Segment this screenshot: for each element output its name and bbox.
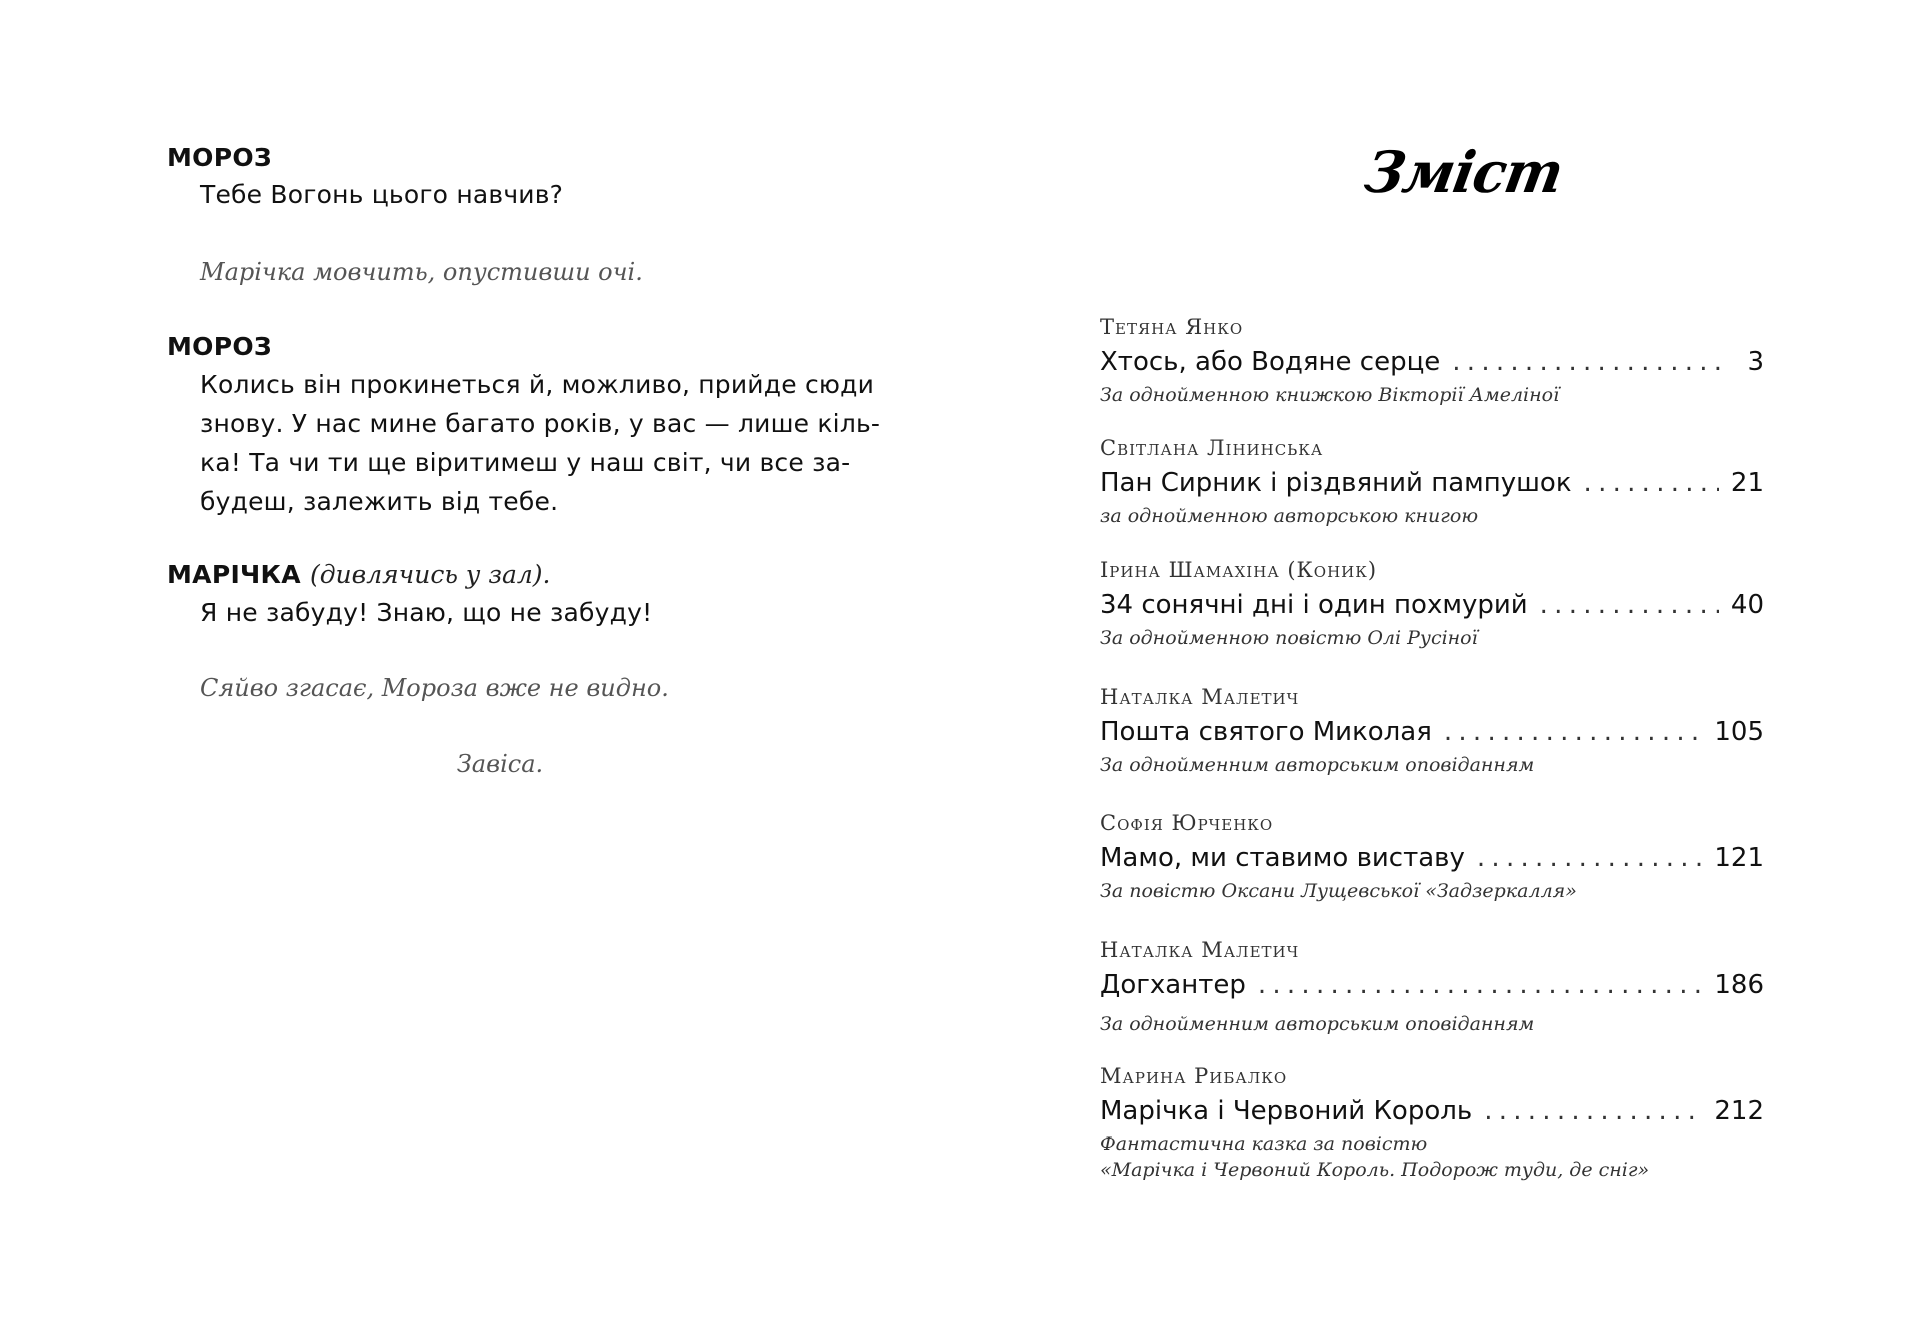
toc-title-row[interactable] [1100, 712, 1764, 752]
toc-note: «Марічка і Червоний Король. Подорож туди, де сніг» [1100, 1159, 1650, 1181]
toc-author: Марина Рибалко [1100, 1064, 1288, 1088]
toc-note: Фантастична казка за повістю [1100, 1133, 1428, 1155]
toc-page-number: 40 [1730, 590, 1764, 620]
toc-entry[interactable] [1100, 935, 1764, 1037]
toc-page-number: 121 [1714, 843, 1764, 873]
dialogue-line: будеш, залежить від тебе. [200, 487, 559, 516]
toc-title: Пан Сирник і різдвяний пампушок [1100, 468, 1572, 498]
toc-note: За однойменним авторським оповіданням [1100, 1013, 1535, 1035]
speaker-name: МОРОЗ [167, 143, 272, 172]
toc-title: Хтось, або Водяне серце [1100, 347, 1441, 377]
speaker-direction: (дивлячись у зал). [309, 560, 551, 589]
toc-note: за однойменною авторською книгою [1100, 505, 1479, 527]
dot-leader [1444, 712, 1702, 752]
toc-entry[interactable] [1100, 555, 1764, 651]
toc-page-number: 3 [1747, 347, 1764, 377]
toc-title-row[interactable] [1100, 1091, 1764, 1131]
dot-leader [1452, 342, 1724, 382]
dialogue-line: Тебе Вогонь цього навчив? [200, 180, 564, 209]
toc-note: За повістю Оксани Лущевської «Задзеркалля» [1100, 880, 1577, 902]
toc-author: Софія Юрченко [1100, 811, 1274, 835]
toc-title: Мамо, ми ставимо виставу [1100, 843, 1465, 873]
dot-leader [1484, 1091, 1702, 1131]
toc-page-number: 186 [1714, 970, 1764, 1000]
curtain-direction: Завіса. [456, 750, 544, 778]
toc-title-row[interactable] [1100, 463, 1764, 503]
speaker-line [167, 560, 551, 589]
toc-author: Тетяна Янко [1100, 315, 1244, 339]
toc-title: Пошта святого Миколая [1100, 717, 1432, 747]
toc-title-row[interactable] [1100, 965, 1764, 1005]
toc-entry[interactable] [1100, 1061, 1764, 1183]
toc-entry[interactable] [1100, 682, 1764, 778]
toc-entry[interactable] [1100, 433, 1764, 529]
toc-author: Наталка Малетич [1100, 685, 1300, 709]
toc-entry[interactable] [1100, 808, 1764, 904]
toc-title-row[interactable] [1100, 838, 1764, 878]
dialogue-line: Я не забуду! Знаю, що не забуду! [200, 598, 653, 627]
toc-author: Наталка Малетич [1100, 938, 1300, 962]
toc-title-row[interactable] [1100, 585, 1764, 625]
dot-leader [1584, 463, 1719, 503]
dialogue-line: знову. У нас мине багато років, у вас — лише кіль- [200, 409, 881, 438]
toc-author: Ірина Шамахіна (Коник) [1100, 558, 1378, 582]
toc-note: За однойменною книжкою Вікторії Амеліної [1100, 384, 1560, 406]
toc-title: Догхантер [1100, 970, 1246, 1000]
dot-leader [1540, 585, 1719, 625]
toc-title: Марічка і Червоний Король [1100, 1096, 1473, 1126]
dot-leader [1258, 965, 1703, 1005]
toc-page-number: 21 [1730, 468, 1764, 498]
toc-page-number: 105 [1714, 717, 1764, 747]
contents-heading: Зміст [1360, 138, 1568, 206]
toc-note: За однойменним авторським оповіданням [1100, 754, 1535, 776]
stage-direction: Марічка мовчить, опустивши очі. [200, 258, 643, 286]
toc-title: 34 сонячні дні і один похмурий [1100, 590, 1528, 620]
dot-leader [1477, 838, 1702, 878]
toc-entry[interactable] [1100, 312, 1764, 408]
toc-page-number: 212 [1714, 1096, 1764, 1126]
speaker-name: МОРОЗ [167, 332, 272, 361]
dialogue-line: Колись він прокинеться й, можливо, прийде сюди [200, 370, 875, 399]
dialogue-line: ка! Та чи ти ще віритимеш у наш світ, чи все за- [200, 448, 851, 477]
stage-direction: Сяйво згасає, Мороза вже не видно. [200, 674, 669, 702]
speaker-name: МАРІЧКА [167, 560, 301, 589]
toc-note: За однойменною повістю Олі Русіної [1100, 627, 1478, 649]
toc-title-row[interactable] [1100, 342, 1764, 382]
toc-author: Світлана Лінинська [1100, 436, 1324, 460]
